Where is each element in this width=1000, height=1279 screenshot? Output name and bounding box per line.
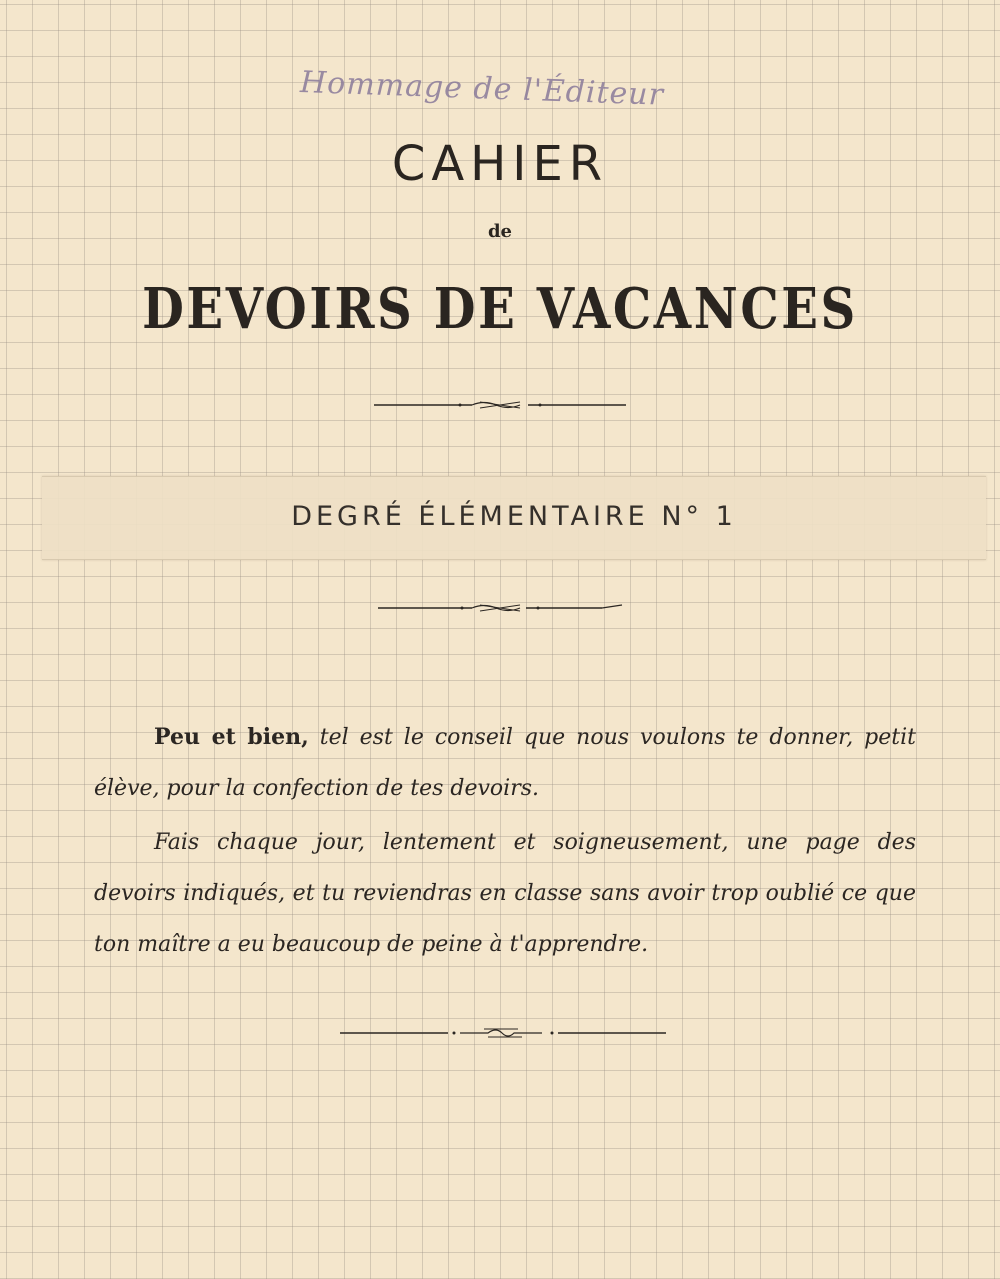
decorative-rule-middle — [376, 599, 628, 617]
advice-text — [94, 712, 916, 970]
title-de: de — [487, 221, 513, 242]
paragraph-1-rest: tel est le conseil que nous voulons te donner, petit élève, pour la confection de tes devoirs. — [94, 725, 916, 801]
paragraph-1 — [94, 712, 916, 814]
level-label-band — [42, 476, 986, 560]
level-label: DEGRÉ ÉLÉMENTAIRE N° 1 — [291, 501, 737, 532]
paragraph-2: Fais chaque jour, lentement et soigneusement, une page des devoirs indiqués, et tu reviendras en classe sans avoir trop oublié ce que ton maître a eu beaucoup de peine à t'apprendre. — [94, 830, 916, 957]
decorative-rule-top — [372, 396, 628, 414]
paragraph-1-lead: Peu et bien, — [154, 724, 309, 750]
title-cahier: CAHIER — [391, 136, 609, 192]
decorative-rule-bottom — [338, 1023, 668, 1043]
publisher-stamp: Hommage de l'Éditeur — [299, 65, 665, 113]
title-devoirs-de-vacances: DEVOIRS DE VACANCES — [142, 276, 858, 342]
